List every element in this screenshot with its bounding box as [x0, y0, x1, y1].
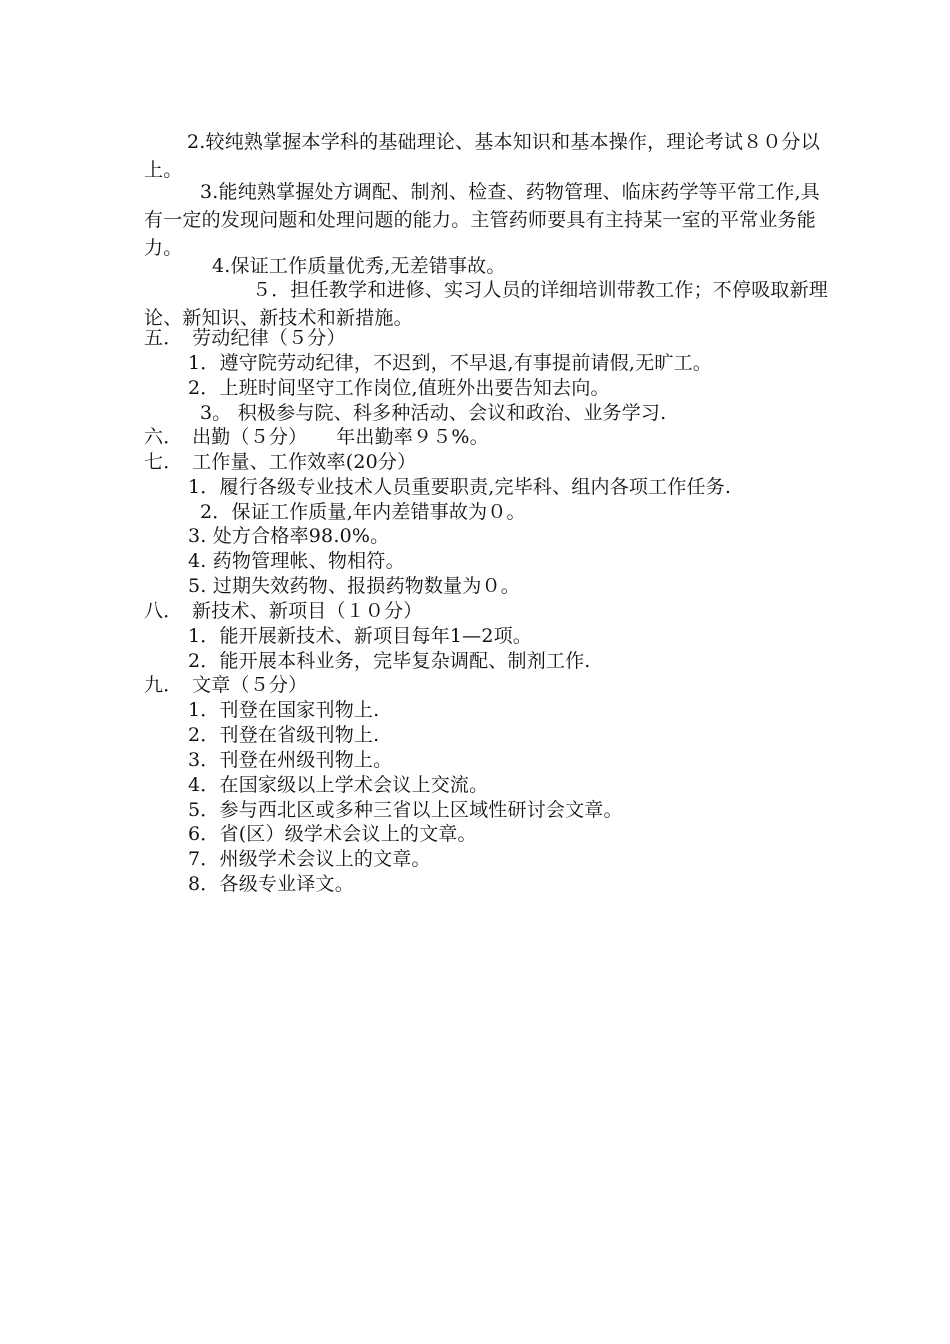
- section-five-item: 2．上班时间坚守工作岗位,值班外出要告知去向。: [188, 377, 610, 399]
- section-nine-item: 4．在国家级以上学术会议上交流。: [188, 774, 489, 796]
- section-seven-item: 3. 处方合格率98.0%。: [188, 525, 390, 547]
- section-nine-item: 1．刊登在国家刊物上.: [188, 699, 380, 721]
- section-four-item-5: ５．担任教学和进修、实习人员的详细培训带教工作；不停吸取新理论、新知识、新技术和新措施。: [144, 279, 829, 329]
- section-seven-item: 4. 药物管理帐、物相符。: [188, 550, 405, 572]
- section-nine-heading: 九． 文章（５分）: [144, 674, 308, 696]
- section-eight-item: 1．能开展新技术、新项目每年1—2项。: [188, 625, 533, 647]
- section-five-item: 1．遵守院劳动纪律，不迟到，不早退,有事提前请假,无旷工。: [188, 352, 712, 374]
- section-four-item-3: 3.能纯熟掌握处方调配、制剂、检查、药物管理、临床药学等平常工作,具有一定的发现问题和处理问题的能力。主管药师要具有主持某一室的平常业务能力。: [144, 181, 820, 259]
- section-five-item: 3。 积极参与院、科多种活动、会议和政治、业务学习.: [200, 402, 667, 424]
- section-nine-item: 5．参与西北区或多种三省以上区域性研讨会文章。: [188, 799, 623, 821]
- section-seven-item: 2．保证工作质量,年内差错事故为０。: [200, 501, 526, 523]
- section-seven-item: 5. 过期失效药物、报损药物数量为０。: [188, 575, 520, 597]
- section-eight-item: 2．能开展本科业务，完毕复杂调配、制剂工作.: [188, 650, 591, 672]
- section-six-heading: 六． 出勤（５分） 年出勤率９５%。: [144, 426, 489, 448]
- section-seven-heading: 七． 工作量、工作效率(20分）: [144, 451, 417, 473]
- section-nine-item: 2．刊登在省级刊物上.: [188, 724, 380, 746]
- section-four-item-4: 4.保证工作质量优秀,无差错事故。: [212, 255, 506, 277]
- section-nine-item: 6．省(区）级学术会议上的文章。: [188, 823, 477, 845]
- section-eight-heading: 八． 新技术、新项目（１０分）: [144, 600, 423, 622]
- section-five-heading: 五． 劳动纪律（５分）: [144, 327, 346, 349]
- section-seven-item: 1．履行各级专业技术人员重要职责,完毕科、组内各项工作任务.: [188, 476, 732, 498]
- section-nine-item: 7．州级学术会议上的文章。: [188, 848, 431, 870]
- section-nine-item: 3．刊登在州级刊物上。: [188, 749, 393, 771]
- section-nine-item: 8．各级专业译文。: [188, 873, 354, 895]
- section-four-item-2: 2.较纯熟掌握本学科的基础理论、基本知识和基本操作，理论考试８０分以上。: [144, 131, 820, 181]
